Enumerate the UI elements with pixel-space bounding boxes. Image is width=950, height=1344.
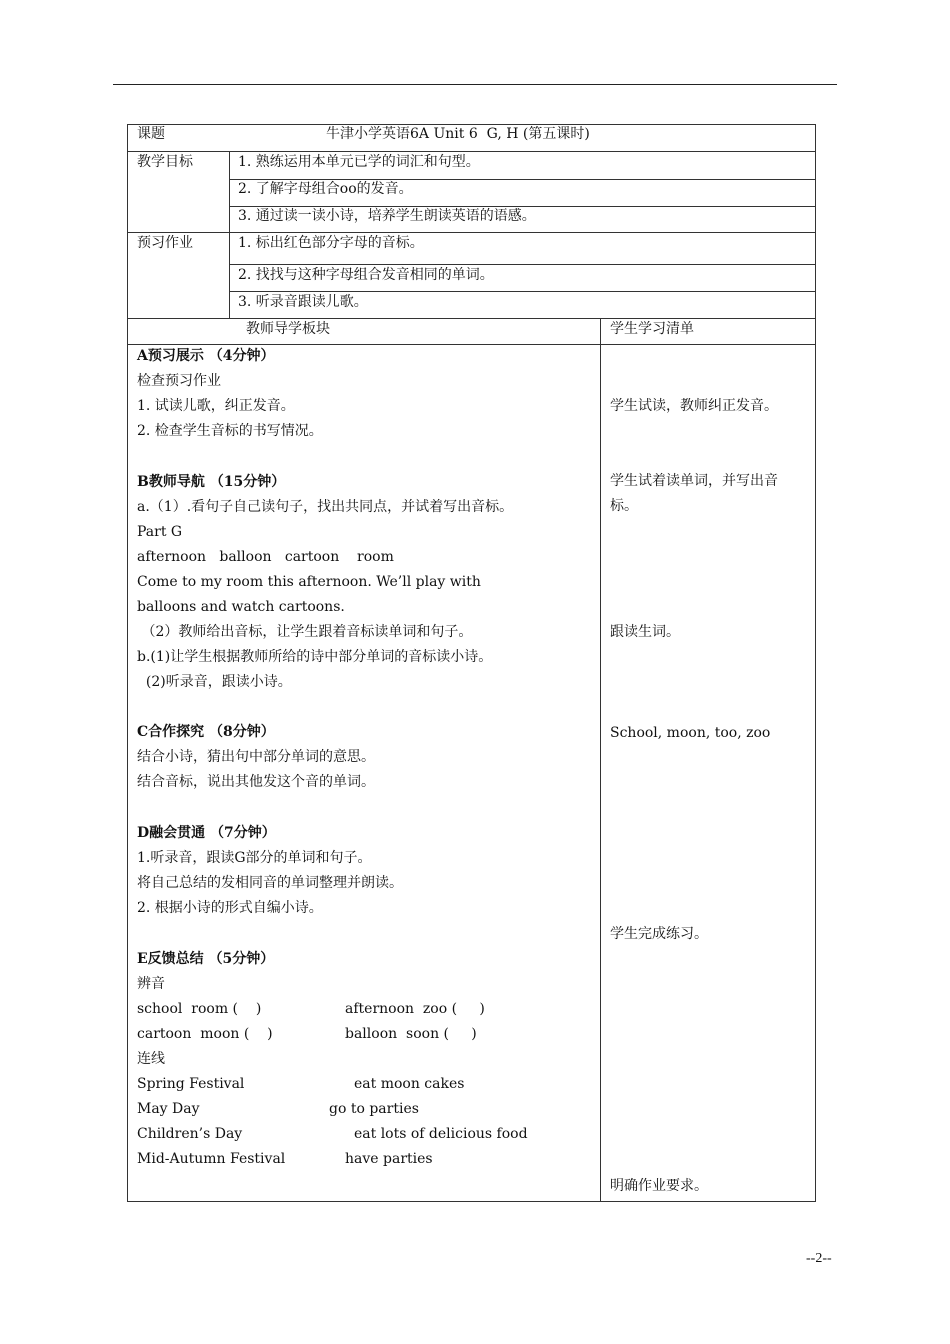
section-line: (2)听录音，跟读小诗。 bbox=[137, 674, 292, 690]
section-b-heading: B教师导航 （15分钟） bbox=[137, 474, 286, 490]
preview-item: 3. 听录音跟读儿歌。 bbox=[238, 294, 368, 310]
student-note: 学生试读，教师纠正发音。 bbox=[610, 398, 778, 414]
section-c-heading: C合作探究 （8分钟） bbox=[137, 724, 275, 740]
section-line: 将自己总结的发相同音的单词整理并朗读。 bbox=[137, 875, 403, 891]
teacher-column-header: 教师导学板块 bbox=[246, 321, 330, 337]
section-line: 结合小诗，猜出句中部分单词的意思。 bbox=[137, 749, 375, 765]
objective-item: 3. 通过读一读小诗，培养学生朗读英语的语感。 bbox=[238, 208, 536, 224]
section-line: Part G bbox=[137, 524, 183, 540]
preview-label: 预习作业 bbox=[137, 235, 193, 251]
header-rule bbox=[113, 84, 837, 85]
matching-left: Mid-Autumn Festival bbox=[137, 1151, 286, 1167]
section-line: （2）教师给出音标，让学生跟着音标读单词和句子。 bbox=[137, 624, 473, 640]
section-a-heading: A预习展示 （4分钟） bbox=[137, 348, 275, 364]
section-line: 检查预习作业 bbox=[137, 373, 221, 389]
student-note: School, moon, too, zoo bbox=[610, 725, 771, 741]
section-line: 2. 检查学生音标的书写情况。 bbox=[137, 423, 323, 439]
student-note: 明确作业要求。 bbox=[610, 1178, 708, 1194]
section-line: b.(1)让学生根据教师所给的诗中部分单词的音标读小诗。 bbox=[137, 649, 493, 665]
preview-item: 2. 找找与这种字母组合发音相同的单词。 bbox=[238, 267, 494, 283]
section-line: 结合音标，说出其他发这个音的单词。 bbox=[137, 774, 375, 790]
student-column-header: 学生学习清单 bbox=[610, 321, 694, 337]
section-line: 1. 试读儿歌，纠正发音。 bbox=[137, 398, 295, 414]
matching-left: Children’s Day bbox=[137, 1126, 243, 1142]
phonics-item: afternoon zoo ( ) bbox=[345, 1001, 485, 1017]
phonics-item: cartoon moon ( ) bbox=[137, 1026, 273, 1042]
lesson-title: 牛津小学英语6A Unit 6 G, H (第五课时) bbox=[326, 126, 590, 142]
matching-left: Spring Festival bbox=[137, 1076, 245, 1092]
phonics-item: school room ( ) bbox=[137, 1001, 262, 1017]
student-note: 学生完成练习。 bbox=[610, 926, 708, 942]
section-line: 1.听录音，跟读G部分的单词和句子。 bbox=[137, 850, 372, 866]
preview-item: 1. 标出红色部分字母的音标。 bbox=[238, 235, 424, 251]
matching-label: 连线 bbox=[137, 1051, 165, 1067]
section-line: 辨音 bbox=[137, 976, 165, 992]
section-line: Come to my room this afternoon. We’ll play with bbox=[137, 574, 481, 590]
objectives-label: 教学目标 bbox=[137, 154, 193, 170]
matching-left: May Day bbox=[137, 1101, 200, 1117]
phonics-item: balloon soon ( ) bbox=[345, 1026, 477, 1042]
matching-right: eat lots of delicious food bbox=[354, 1126, 528, 1142]
matching-right: go to parties bbox=[329, 1101, 419, 1117]
section-line: afternoon balloon cartoon room bbox=[137, 549, 394, 565]
objective-item: 2. 了解字母组合oo的发音。 bbox=[238, 181, 413, 197]
student-note: 标。 bbox=[610, 498, 638, 514]
student-note: 跟读生词。 bbox=[610, 624, 680, 640]
topic-label: 课题 bbox=[137, 126, 165, 142]
matching-right: eat moon cakes bbox=[354, 1076, 465, 1092]
section-line: balloons and watch cartoons. bbox=[137, 599, 345, 615]
section-line: 2. 根据小诗的形式自编小诗。 bbox=[137, 900, 323, 916]
page-number: --2-- bbox=[806, 1251, 832, 1266]
objective-item: 1. 熟练运用本单元已学的词汇和句型。 bbox=[238, 154, 480, 170]
section-e-heading: E反馈总结 （5分钟） bbox=[137, 951, 275, 967]
matching-right: have parties bbox=[345, 1151, 433, 1167]
section-d-heading: D融会贯通 （7分钟） bbox=[137, 825, 276, 841]
student-note: 学生试着读单词，并写出音 bbox=[610, 473, 778, 489]
section-line: a.（1）.看句子自己读句子，找出共同点，并试着写出音标。 bbox=[137, 499, 514, 515]
